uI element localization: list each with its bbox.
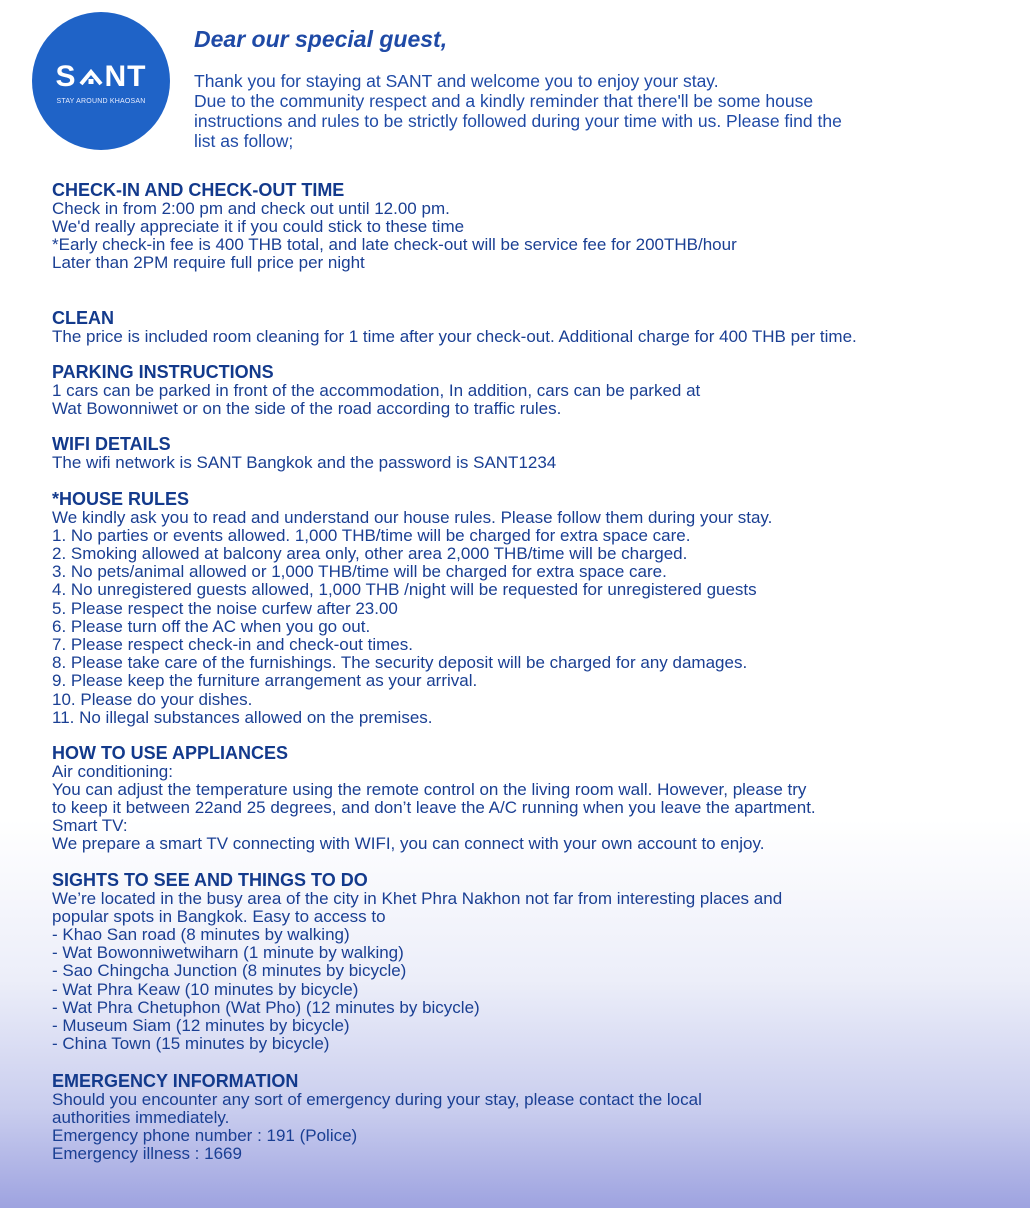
appliances-line: You can adjust the temperature using the remote control on the living room wall. However, please try [52, 779, 807, 799]
appliances-section [52, 744, 1012, 854]
emergency-phone: Emergency phone number : 191 (Police) [52, 1125, 358, 1145]
intro-line: Thank you for staying at SANT and welcome you to enjoy your stay. [194, 71, 719, 91]
checkin-line: Later than 2PM require full price per night [52, 253, 365, 273]
intro-paragraph [194, 71, 954, 151]
appliances-line: We prepare a smart TV connecting with WIFI, you can connect with your own account to enjoy. [52, 834, 765, 854]
logo-letters-nt: NT [104, 59, 147, 93]
rule-item: 5. Please respect the noise curfew after 23.00 [52, 598, 398, 618]
checkin-section [52, 181, 1012, 272]
sant-logo [32, 12, 170, 150]
rule-item: 6. Please turn off the AC when you go out. [52, 616, 371, 636]
rule-item: 8. Please take care of the furnishings. The security deposit will be charged for any damages. [52, 653, 748, 673]
section-title: HOW TO USE APPLIANCES [52, 743, 289, 763]
rules-intro: We kindly ask you to read and understand our house rules. Please follow them during your stay. [52, 507, 773, 527]
rule-item: 2. Smoking allowed at balcony area only, other area 2,000 THB/time will be charged. [52, 543, 688, 563]
checkin-line: We'd really appreciate it if you could stick to these time [52, 216, 465, 236]
wifi-section [52, 435, 1012, 472]
house-rules-section [52, 490, 1012, 727]
section-title: CHECK-IN AND CHECK-OUT TIME [52, 180, 345, 200]
clean-line: The price is included room cleaning for 1 time after your check-out. Additional charge for 400 THB per time. [52, 326, 857, 346]
logo-wordmark [55, 59, 147, 93]
emergency-section [52, 1072, 1012, 1163]
sights-line: We’re located in the busy area of the city in Khet Phra Nakhon not far from interesting places and [52, 888, 783, 908]
checkin-line: Check in from 2:00 pm and check out until 12.00 pm. [52, 198, 450, 218]
rule-item: 10. Please do your dishes. [52, 689, 253, 709]
emergency-line: Should you encounter any sort of emergency during your stay, please contact the local [52, 1089, 702, 1109]
sights-line: popular spots in Bangkok. Easy to access to [52, 906, 386, 926]
parking-line: Wat Bowonniwet or on the side of the road according to traffic rules. [52, 398, 562, 418]
sights-item: - Khao San road (8 minutes by walking) [52, 924, 350, 944]
parking-section [52, 363, 1012, 418]
section-title: CLEAN [52, 308, 114, 328]
house-roof-icon [79, 67, 103, 87]
sights-item: - Wat Bowonniwetwiharn (1 minute by walking) [52, 943, 404, 963]
sights-item: - China Town (15 minutes by bicycle) [52, 1034, 330, 1054]
emergency-illness: Emergency illness : 1669 [52, 1144, 242, 1164]
sights-section [52, 871, 1012, 1053]
sights-item: - Sao Chingcha Junction (8 minutes by bicycle) [52, 961, 407, 981]
wifi-line: The wifi network is SANT Bangkok and the password is SANT1234 [52, 452, 557, 472]
parking-line: 1 cars can be parked in front of the accommodation, In addition, cars can be parked at [52, 380, 701, 400]
logo-letter-s: S [55, 59, 77, 93]
logo-tagline: STAY AROUND KHAOSAN [56, 97, 146, 105]
appliances-line: to keep it between 22and 25 degrees, and don’t leave the A/C running when you leave the apartment. [52, 797, 816, 817]
rule-item: 4. No unregistered guests allowed, 1,000 THB /night will be requested for unregistered guests [52, 580, 757, 600]
section-title: EMERGENCY INFORMATION [52, 1071, 299, 1091]
rule-item: 11. No illegal substances allowed on the premises. [52, 707, 433, 727]
sights-item: - Wat Phra Chetuphon (Wat Pho) (12 minutes by bicycle) [52, 997, 480, 1017]
sights-item: - Museum Siam (12 minutes by bicycle) [52, 1015, 350, 1035]
emergency-line: authorities immediately. [52, 1107, 230, 1127]
intro-line: instructions and rules to be strictly followed during your time with us. Please find the [194, 111, 842, 131]
appliances-line: Smart TV: [52, 816, 128, 836]
checkin-line: *Early check-in fee is 400 THB total, and late check-out will be service fee for 200THB/hour [52, 234, 737, 254]
rule-item: 1. No parties or events allowed. 1,000 THB/time will be charged for extra space care. [52, 525, 691, 545]
section-title: PARKING INSTRUCTIONS [52, 362, 274, 382]
section-title: SIGHTS TO SEE AND THINGS TO DO [52, 870, 368, 890]
intro-line: Due to the community respect and a kindly reminder that there'll be some house [194, 91, 814, 111]
intro-line: list as follow; [194, 131, 294, 151]
appliances-line: Air conditioning: [52, 761, 173, 781]
sights-item: - Wat Phra Keaw (10 minutes by bicycle) [52, 979, 359, 999]
section-title: WIFI DETAILS [52, 434, 171, 454]
rule-item: 3. No pets/animal allowed or 1,000 THB/time will be charged for extra space care. [52, 562, 667, 582]
clean-section [52, 309, 1012, 346]
rule-item: 7. Please respect check-in and check-out times. [52, 634, 413, 654]
greeting: Dear our special guest, [194, 26, 448, 52]
rule-item: 9. Please keep the furniture arrangement as your arrival. [52, 671, 478, 691]
section-title: *HOUSE RULES [52, 489, 190, 509]
